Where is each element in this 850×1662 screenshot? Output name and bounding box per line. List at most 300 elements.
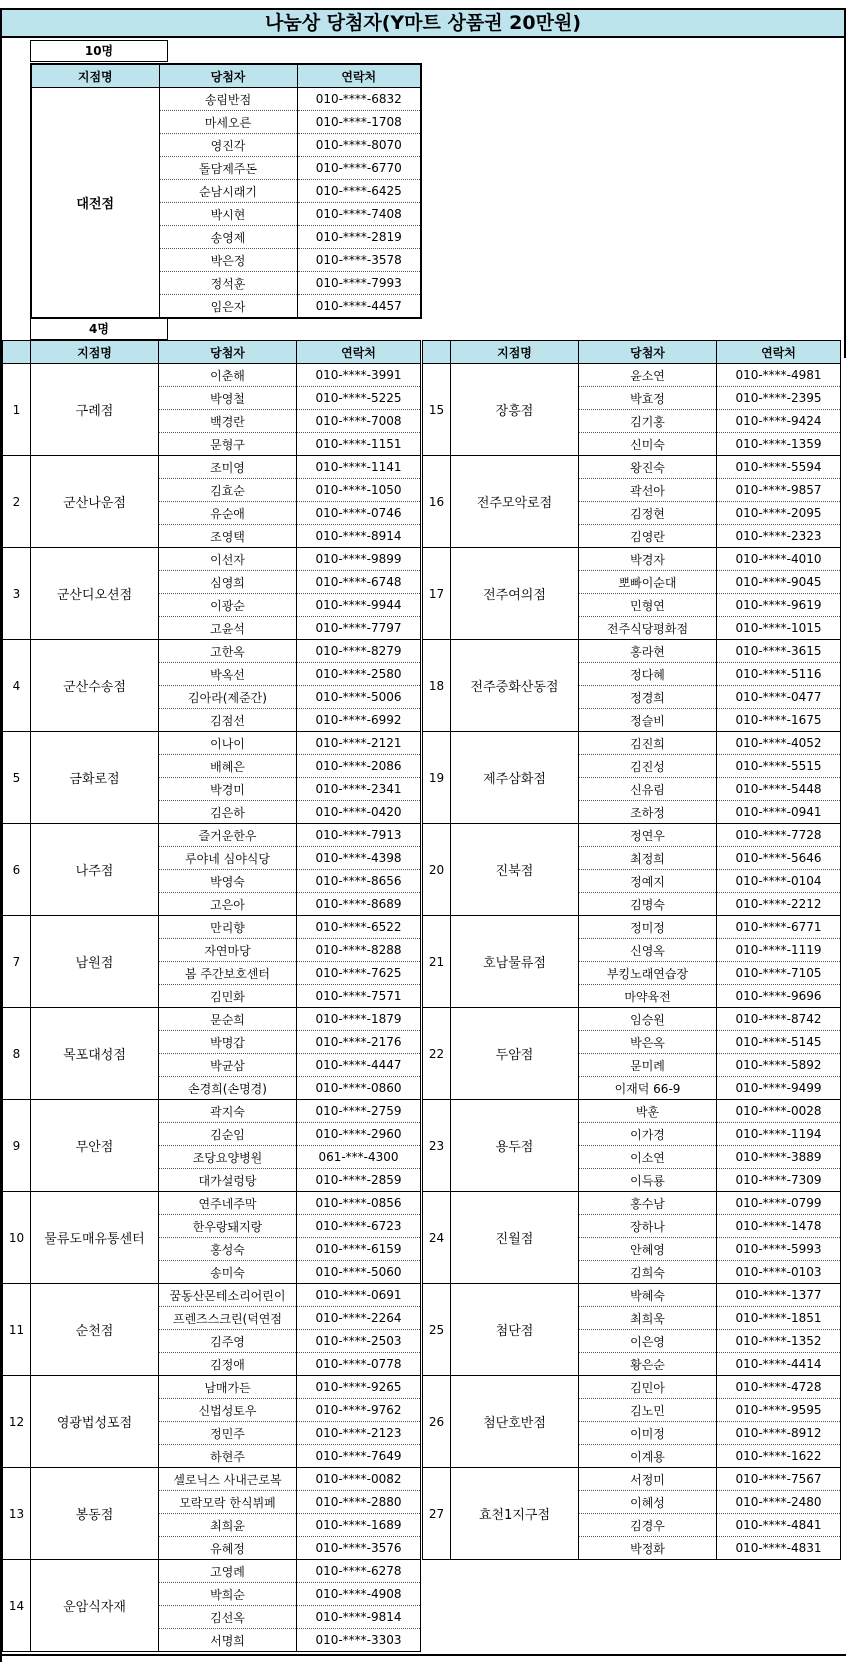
winner-name: 루야네 심야식당 [159,847,297,870]
bottom-count-badge: 4명 [30,318,168,340]
winner-name: 신영옥 [579,939,717,962]
winner-name: 이은영 [579,1330,717,1353]
winner-name: 박옥선 [159,663,297,686]
winner-name: 모락모락 한식뷔페 [159,1491,297,1514]
winner-phone: 010-****-1708 [297,111,421,134]
branch-name: 대전점 [31,88,159,319]
winner-phone: 010-****-4908 [297,1583,421,1606]
winner-phone: 010-****-0420 [297,801,421,824]
header-branch: 지점명 [31,341,159,364]
winner-name: 이득룡 [579,1169,717,1192]
winner-phone: 010-****-0941 [717,801,841,824]
winner-phone: 010-****-2086 [297,755,421,778]
winner-name: 신법성토우 [159,1399,297,1422]
table-row [423,1008,841,1031]
winner-name: 심영희 [159,571,297,594]
winner-name: 유혜정 [159,1537,297,1560]
winner-name: 김노민 [579,1399,717,1422]
winner-phone: 010-****-4447 [297,1054,421,1077]
header-winner: 당첨자 [159,64,297,88]
winner-name: 서명희 [159,1629,297,1652]
winner-phone: 010-****-6748 [297,571,421,594]
page-title: 나눔상 당첨자(Y마트 상품권 20만원) [0,8,846,38]
winner-name: 이재덕 66-9 [579,1077,717,1100]
header-contact: 연락처 [297,341,421,364]
winner-phone: 010-****-0103 [717,1261,841,1284]
winner-phone: 010-****-1352 [717,1330,841,1353]
group-number: 22 [423,1008,451,1100]
branch-name: 전주여의점 [451,548,579,640]
winner-phone: 010-****-7008 [297,410,421,433]
winner-name: 서정미 [579,1468,717,1491]
winner-name: 정미정 [579,916,717,939]
group-number: 26 [423,1376,451,1468]
winner-name: 홍성숙 [159,1238,297,1261]
table-row [423,732,841,755]
winner-phone: 010-****-8914 [297,525,421,548]
winner-name: 김점선 [159,709,297,732]
branch-name: 전주모악로점 [451,456,579,548]
winner-name: 박정화 [579,1537,717,1560]
branch-name: 금화로점 [31,732,159,824]
winner-phone: 010-****-6992 [297,709,421,732]
winner-name: 영진각 [159,134,297,157]
winner-phone: 010-****-4831 [717,1537,841,1560]
winner-phone: 010-****-1622 [717,1445,841,1468]
winner-name: 조영택 [159,525,297,548]
winner-name: 프렌즈스크린(덕연점 [159,1307,297,1330]
branch-name: 두암점 [451,1008,579,1100]
winner-name: 문형구 [159,433,297,456]
winner-name: 김경우 [579,1514,717,1537]
table-row [423,548,841,571]
winner-name: 정예지 [579,870,717,893]
winner-phone: 010-****-6159 [297,1238,421,1261]
table-row [423,1192,841,1215]
group-number: 23 [423,1100,451,1192]
winner-name: 고한옥 [159,640,297,663]
winner-phone: 010-****-2176 [297,1031,421,1054]
group-number: 6 [3,824,31,916]
winner-phone: 010-****-9595 [717,1399,841,1422]
branch-name: 장흥점 [451,364,579,456]
winner-name: 김정애 [159,1353,297,1376]
winner-phone: 010-****-2580 [297,663,421,686]
group-number: 11 [3,1284,31,1376]
table-header-row [3,341,421,364]
table-row [423,824,841,847]
winner-phone: 010-****-6723 [297,1215,421,1238]
winner-phone: 010-****-6770 [297,157,421,180]
winner-phone: 010-****-2123 [297,1422,421,1445]
winner-phone: 010-****-2960 [297,1123,421,1146]
winner-phone: 010-****-8656 [297,870,421,893]
branch-name: 영광법성포점 [31,1376,159,1468]
winner-phone: 010-****-9944 [297,594,421,617]
winner-name: 전주식당평화점 [579,617,717,640]
winner-name: 김영란 [579,525,717,548]
branch-name: 진북점 [451,824,579,916]
table-row [31,88,421,111]
winner-phone: 010-****-0799 [717,1192,841,1215]
winner-name: 순남시래기 [159,180,297,203]
winner-phone: 010-****-5448 [717,778,841,801]
winner-name: 박훈 [579,1100,717,1123]
group-number: 5 [3,732,31,824]
winner-phone: 010-****-6771 [717,916,841,939]
winner-phone: 010-****-9265 [297,1376,421,1399]
table-row [423,456,841,479]
winner-name: 김진희 [579,732,717,755]
group-number: 10 [3,1192,31,1284]
winner-phone: 010-****-2341 [297,778,421,801]
top-count-badge: 10명 [30,40,168,62]
winner-name: 꿈동산몬테소리어린이 [159,1284,297,1307]
winner-phone: 010-****-0082 [297,1468,421,1491]
bottom-left-table [2,340,421,1652]
winner-phone: 061-***-4300 [297,1146,421,1169]
winner-phone: 010-****-9814 [297,1606,421,1629]
winner-name: 돌담제주돈 [159,157,297,180]
winner-phone: 010-****-8070 [297,134,421,157]
winner-name: 이미정 [579,1422,717,1445]
winner-phone: 010-****-1851 [717,1307,841,1330]
winner-name: 이광순 [159,594,297,617]
winner-name: 박경자 [579,548,717,571]
winner-phone: 010-****-3615 [717,640,841,663]
winner-name: 장하나 [579,1215,717,1238]
winner-phone: 010-****-3991 [297,364,421,387]
group-number: 9 [3,1100,31,1192]
table-row [3,548,421,571]
winner-name: 셀로닉스 사내근로복 [159,1468,297,1491]
winner-name: 만리향 [159,916,297,939]
winner-phone: 010-****-1194 [717,1123,841,1146]
winner-phone: 010-****-9045 [717,571,841,594]
winner-phone: 010-****-9499 [717,1077,841,1100]
branch-name: 군산디오션점 [31,548,159,640]
branch-name: 남원점 [31,916,159,1008]
winner-name: 김은하 [159,801,297,824]
winner-phone: 010-****-7567 [717,1468,841,1491]
winner-name: 김민화 [159,985,297,1008]
winner-phone: 010-****-1151 [297,433,421,456]
winner-name: 김아라(제준간) [159,686,297,709]
group-number: 1 [3,364,31,456]
branch-name: 호남물류점 [451,916,579,1008]
winner-name: 조당요양병원 [159,1146,297,1169]
table-row [3,364,421,387]
winner-name: 김명숙 [579,893,717,916]
table-row [423,1376,841,1399]
winner-phone: 010-****-5594 [717,456,841,479]
group-number: 7 [3,916,31,1008]
winner-name: 김선옥 [159,1606,297,1629]
winner-phone: 010-****-5060 [297,1261,421,1284]
branch-name: 구례점 [31,364,159,456]
winner-phone: 010-****-7309 [717,1169,841,1192]
group-number: 14 [3,1560,31,1652]
winner-name: 송림반점 [159,88,297,111]
winner-phone: 010-****-9857 [717,479,841,502]
winner-phone: 010-****-7571 [297,985,421,1008]
winner-phone: 010-****-1478 [717,1215,841,1238]
header-contact: 연락처 [717,341,841,364]
winner-phone: 010-****-0477 [717,686,841,709]
winner-name: 남매가든 [159,1376,297,1399]
group-number: 27 [423,1468,451,1560]
header-number [3,341,31,364]
winner-phone: 010-****-4981 [717,364,841,387]
table-row [3,640,421,663]
table-row [423,364,841,387]
winner-name: 즐거운한우 [159,824,297,847]
winner-name: 한우랑돼지랑 [159,1215,297,1238]
winner-phone: 010-****-7797 [297,617,421,640]
branch-name: 목포대성점 [31,1008,159,1100]
winner-phone: 010-****-5006 [297,686,421,709]
winner-phone: 010-****-0860 [297,1077,421,1100]
winner-name: 정연우 [579,824,717,847]
header-contact: 연락처 [297,64,421,88]
branch-name: 물류도매유통센터 [31,1192,159,1284]
winner-name: 조하정 [579,801,717,824]
table-row [3,1100,421,1123]
table-row [3,1192,421,1215]
winner-phone: 010-****-0746 [297,502,421,525]
frame-bottom-border [0,1654,846,1656]
winner-phone: 010-****-3576 [297,1537,421,1560]
winner-name: 자연마당 [159,939,297,962]
winner-name: 봄 주간보호센터 [159,962,297,985]
winner-phone: 010-****-7728 [717,824,841,847]
winner-phone: 010-****-2212 [717,893,841,916]
winner-phone: 010-****-0691 [297,1284,421,1307]
table-row [423,1468,841,1491]
winner-phone: 010-****-1689 [297,1514,421,1537]
winner-name: 문순희 [159,1008,297,1031]
winner-phone: 010-****-8689 [297,893,421,916]
branch-name: 봉동점 [31,1468,159,1560]
winner-name: 임승원 [579,1008,717,1031]
group-number: 17 [423,548,451,640]
winner-name: 박균삼 [159,1054,297,1077]
header-branch: 지점명 [451,341,579,364]
winner-phone: 010-****-2480 [717,1491,841,1514]
group-number: 24 [423,1192,451,1284]
table-row [423,1284,841,1307]
header-winner: 당첨자 [159,341,297,364]
branch-name: 운암식자재 [31,1560,159,1652]
winner-name: 이선자 [159,548,297,571]
winner-name: 김순임 [159,1123,297,1146]
winner-name: 최희욱 [579,1307,717,1330]
table-header-row [423,341,841,364]
winner-name: 신미숙 [579,433,717,456]
winner-name: 유순애 [159,502,297,525]
winner-name: 고은아 [159,893,297,916]
winner-phone: 010-****-2759 [297,1100,421,1123]
table-row [3,732,421,755]
winner-name: 이소연 [579,1146,717,1169]
winner-phone: 010-****-7913 [297,824,421,847]
group-number: 19 [423,732,451,824]
winner-phone: 010-****-2264 [297,1307,421,1330]
branch-name: 순천점 [31,1284,159,1376]
branch-name: 첨단호반점 [451,1376,579,1468]
branch-name: 무안점 [31,1100,159,1192]
table-row [3,1284,421,1307]
winner-phone: 010-****-4398 [297,847,421,870]
group-number: 16 [423,456,451,548]
winner-name: 박희순 [159,1583,297,1606]
winner-name: 신유림 [579,778,717,801]
winner-phone: 010-****-0856 [297,1192,421,1215]
winner-name: 송미숙 [159,1261,297,1284]
winner-name: 정민주 [159,1422,297,1445]
winner-name: 박혜숙 [579,1284,717,1307]
winner-name: 박은정 [159,249,297,272]
winner-name: 조미영 [159,456,297,479]
table-row [423,640,841,663]
winner-phone: 010-****-5145 [717,1031,841,1054]
winner-name: 최희윤 [159,1514,297,1537]
group-number: 12 [3,1376,31,1468]
winner-name: 홍수남 [579,1192,717,1215]
winner-phone: 010-****-7625 [297,962,421,985]
branch-name: 진월점 [451,1192,579,1284]
winner-phone: 010-****-2323 [717,525,841,548]
group-number: 18 [423,640,451,732]
winner-name: 고윤석 [159,617,297,640]
winner-name: 최정희 [579,847,717,870]
winner-name: 정경희 [579,686,717,709]
group-number: 25 [423,1284,451,1376]
branch-name: 전주중화산동점 [451,640,579,732]
winner-phone: 010-****-2880 [297,1491,421,1514]
table-row [3,1468,421,1491]
winner-phone: 010-****-6522 [297,916,421,939]
winner-phone: 010-****-4841 [717,1514,841,1537]
winner-phone: 010-****-3303 [297,1629,421,1652]
winner-name: 대가설렁탕 [159,1169,297,1192]
group-number: 4 [3,640,31,732]
winner-phone: 010-****-5646 [717,847,841,870]
winner-name: 김진성 [579,755,717,778]
winner-phone: 010-****-5116 [717,663,841,686]
winner-name: 백경란 [159,410,297,433]
group-number: 8 [3,1008,31,1100]
branch-name: 제주삼화점 [451,732,579,824]
winner-phone: 010-****-2121 [297,732,421,755]
table-header-row [31,64,421,88]
table-row [3,1560,421,1583]
winner-phone: 010-****-5993 [717,1238,841,1261]
winner-name: 김효순 [159,479,297,502]
winner-name: 박효정 [579,387,717,410]
winner-phone: 010-****-9424 [717,410,841,433]
header-number [423,341,451,364]
winner-phone: 010-****-6425 [297,180,421,203]
winner-phone: 010-****-9762 [297,1399,421,1422]
winner-phone: 010-****-4010 [717,548,841,571]
winner-phone: 010-****-5225 [297,387,421,410]
winner-name: 김주영 [159,1330,297,1353]
winner-name: 부킹노래연습장 [579,962,717,985]
table-row [3,824,421,847]
bottom-right-table [422,340,841,1560]
winner-name: 정석훈 [159,272,297,295]
winner-phone: 010-****-7105 [717,962,841,985]
winner-phone: 010-****-7993 [297,272,421,295]
winner-name: 뽀빠이순대 [579,571,717,594]
winner-name: 민형연 [579,594,717,617]
header-winner: 당첨자 [579,341,717,364]
winner-phone: 010-****-7649 [297,1445,421,1468]
winner-name: 윤소연 [579,364,717,387]
branch-name: 효천1지구점 [451,1468,579,1560]
winner-name: 이가경 [579,1123,717,1146]
winner-phone: 010-****-3578 [297,249,421,272]
winner-phone: 010-****-1015 [717,617,841,640]
winner-phone: 010-****-2503 [297,1330,421,1353]
winner-phone: 010-****-8288 [297,939,421,962]
group-number: 2 [3,456,31,548]
branch-name: 군산수송점 [31,640,159,732]
winner-phone: 010-****-4414 [717,1353,841,1376]
branch-name: 군산나운점 [31,456,159,548]
group-number: 13 [3,1468,31,1560]
winner-name: 마세오른 [159,111,297,134]
winner-phone: 010-****-1359 [717,433,841,456]
group-number: 21 [423,916,451,1008]
table-row [3,1008,421,1031]
top-winners-table [30,63,422,319]
winner-phone: 010-****-1050 [297,479,421,502]
winner-name: 곽지숙 [159,1100,297,1123]
group-number: 20 [423,824,451,916]
winner-phone: 010-****-1377 [717,1284,841,1307]
group-number: 15 [423,364,451,456]
winner-name: 왕진숙 [579,456,717,479]
winner-phone: 010-****-8912 [717,1422,841,1445]
winner-phone: 010-****-0104 [717,870,841,893]
group-number: 3 [3,548,31,640]
header-branch: 지점명 [31,64,159,88]
winner-name: 이춘해 [159,364,297,387]
winner-phone: 010-****-2395 [717,387,841,410]
winner-phone: 010-****-2095 [717,502,841,525]
winner-phone: 010-****-9619 [717,594,841,617]
winner-phone: 010-****-2859 [297,1169,421,1192]
winner-name: 박시현 [159,203,297,226]
winner-name: 배혜은 [159,755,297,778]
winner-phone: 010-****-6832 [297,88,421,111]
winner-name: 이혜성 [579,1491,717,1514]
winner-name: 박명갑 [159,1031,297,1054]
winner-phone: 010-****-0028 [717,1100,841,1123]
winner-name: 연주네주막 [159,1192,297,1215]
table-row [3,1376,421,1399]
winner-phone: 010-****-7408 [297,203,421,226]
winner-name: 정슬비 [579,709,717,732]
winner-name: 김민아 [579,1376,717,1399]
winner-name: 김기홍 [579,410,717,433]
winner-phone: 010-****-3889 [717,1146,841,1169]
winner-phone: 010-****-5515 [717,755,841,778]
winner-phone: 010-****-2819 [297,226,421,249]
table-row [423,1100,841,1123]
